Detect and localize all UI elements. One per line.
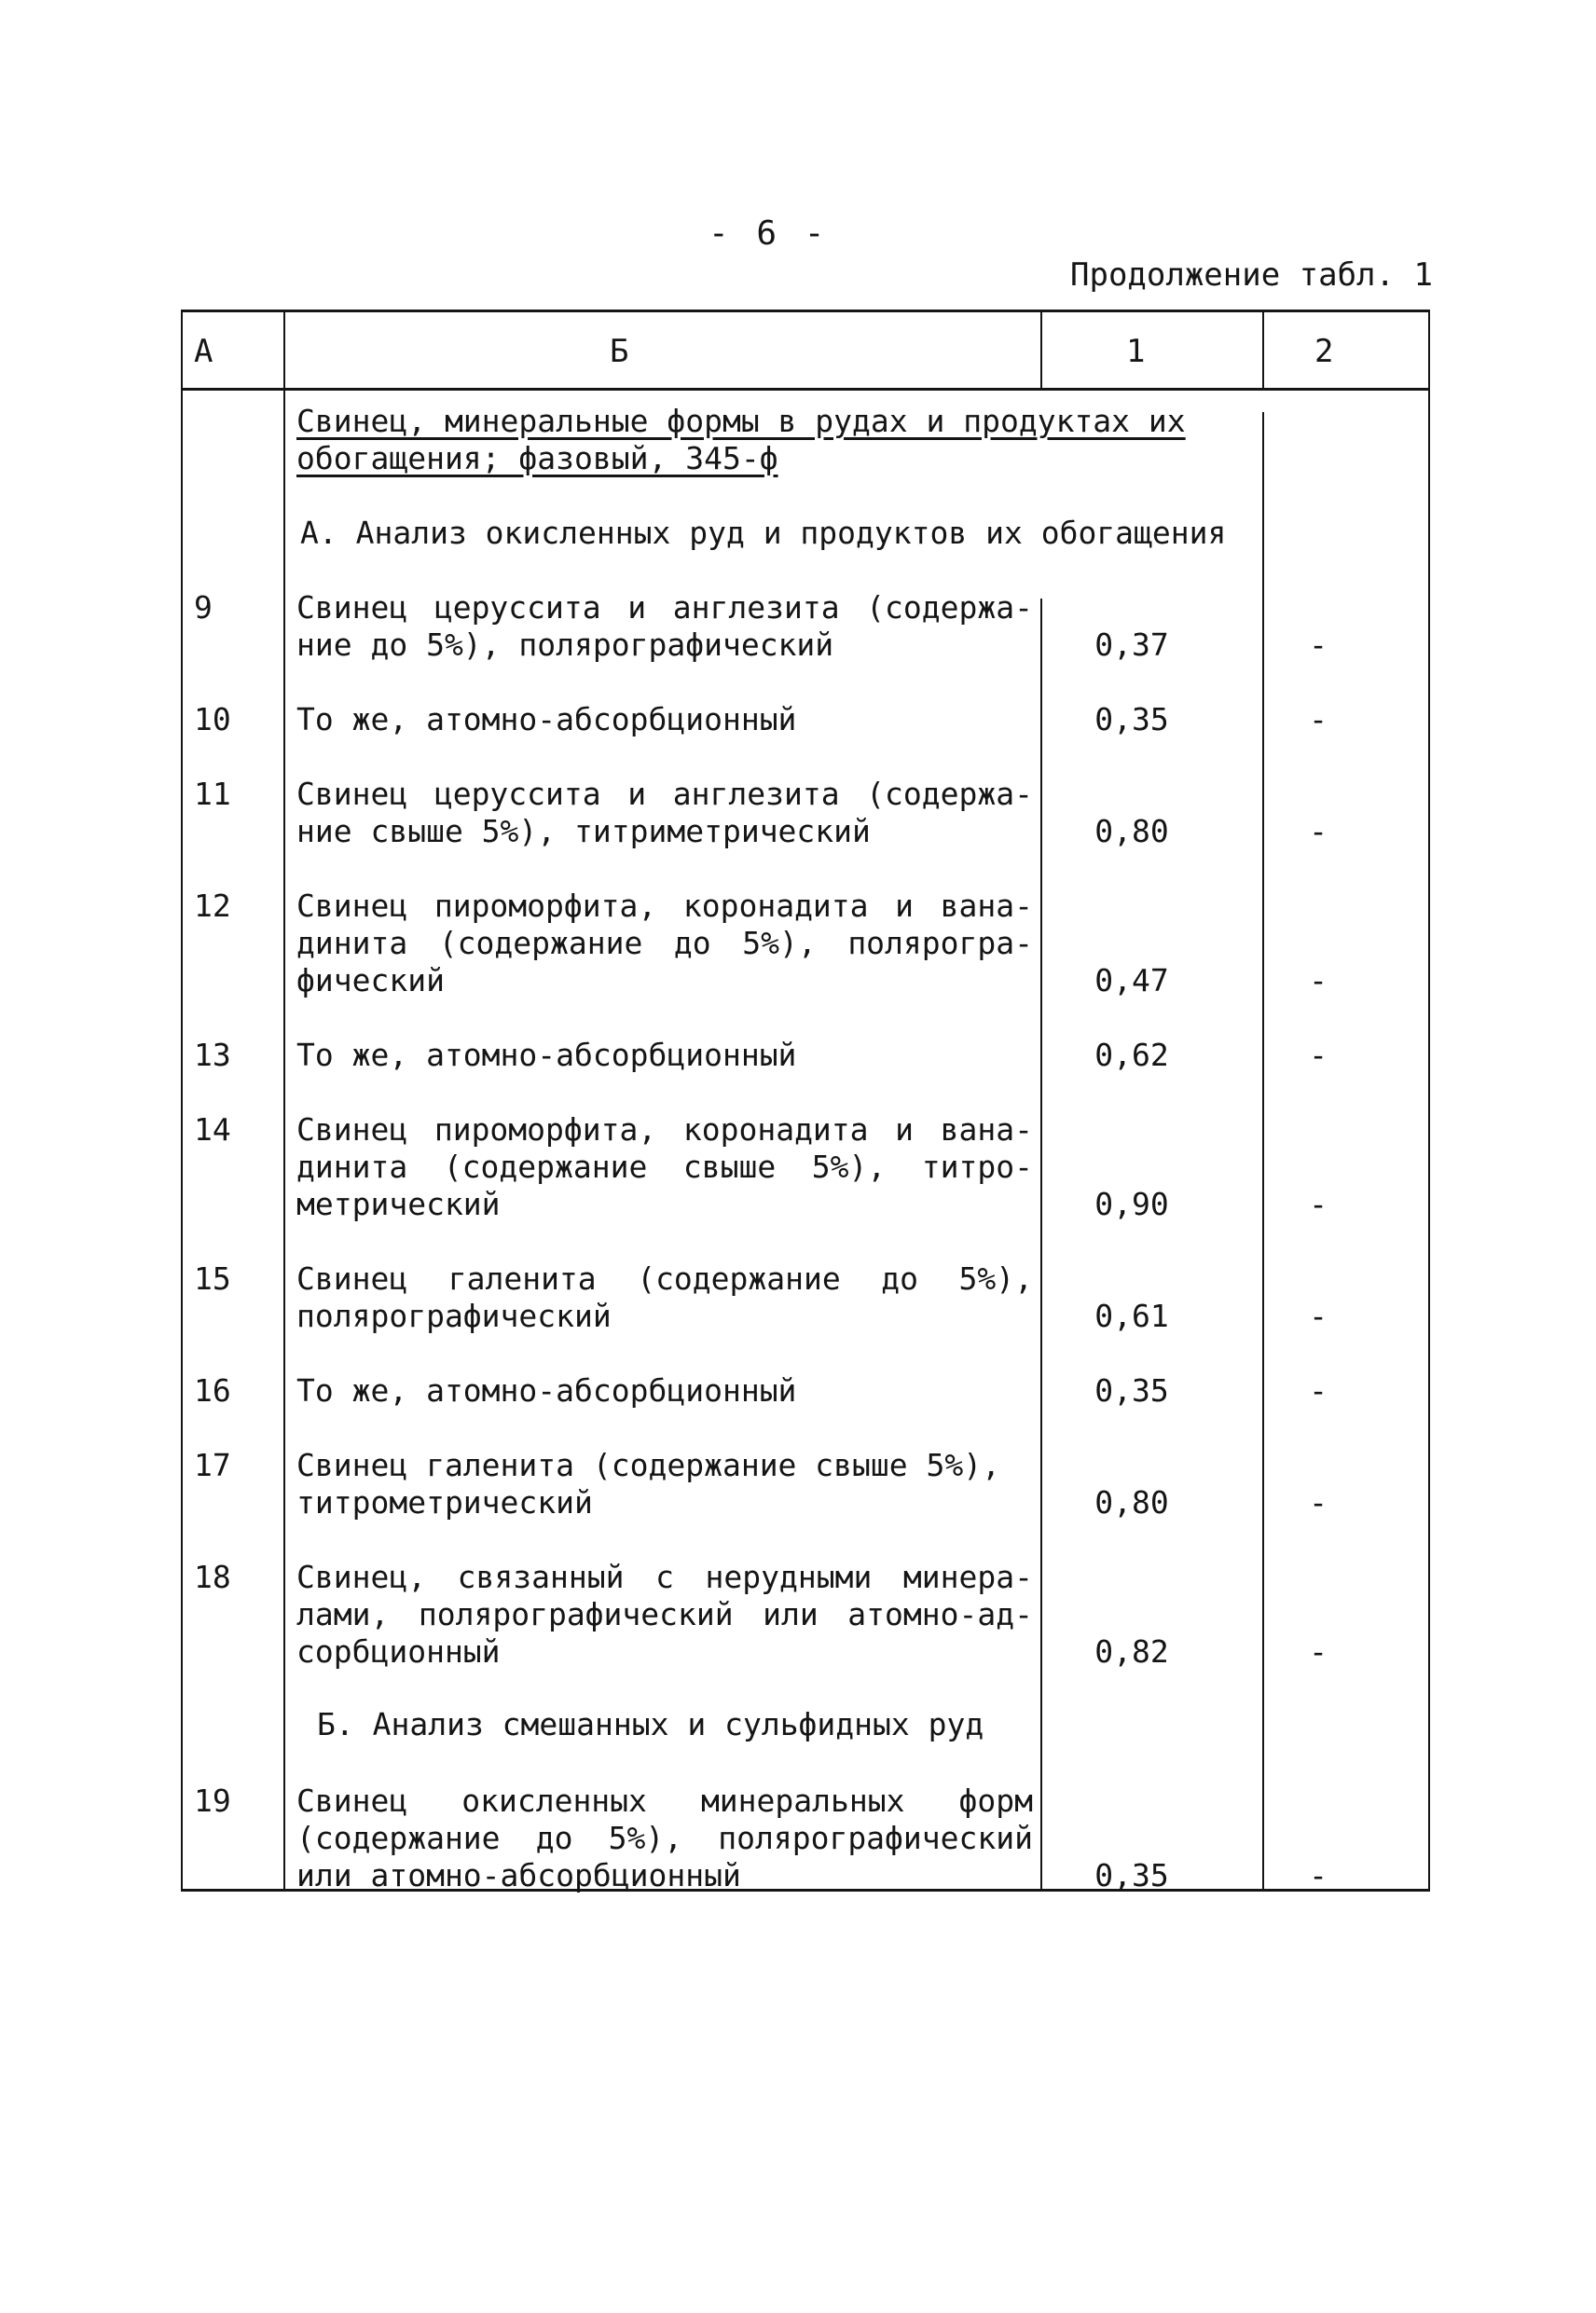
header-b: Б <box>610 333 629 370</box>
value-col-1: 0,80 <box>1094 1484 1169 1521</box>
description-line: или атомно-абсорбционный <box>296 1857 741 1893</box>
row-description <box>296 701 1033 738</box>
data-table <box>181 310 1430 1893</box>
title-line: Свинец, минеральные формы в рудах и продуктах их <box>296 403 1186 439</box>
header-a: А <box>194 333 213 370</box>
description-line: Свинец окисленных минеральных форм <box>296 1783 1033 1819</box>
description-line: Свинец пироморфита, коронадита и вана- <box>296 1111 1033 1148</box>
col-b-1-divider <box>1040 310 1042 390</box>
description-line: То же, атомно-абсорбционный <box>296 1037 797 1073</box>
description-line: Свинец галенита (содержание до 5%), <box>296 1260 1033 1297</box>
row-description <box>296 776 1033 850</box>
description-line: сорбционный <box>296 1633 501 1670</box>
description-line: (содержание до 5%), полярографический <box>296 1820 1033 1856</box>
description-line: титрометрический <box>296 1484 593 1521</box>
description-line: фический <box>296 962 445 998</box>
description-line: лами, полярографический или атомно-ад- <box>296 1596 1033 1632</box>
value-col-2: - <box>1309 1372 1328 1409</box>
value-col-2: - <box>1309 1633 1328 1670</box>
description-line: То же, атомно-абсорбционный <box>296 701 797 737</box>
header-1: 1 <box>1126 333 1146 370</box>
right-border <box>1428 310 1430 1892</box>
value-col-2: - <box>1309 813 1328 849</box>
description-line: То же, атомно-абсорбционный <box>296 1372 797 1409</box>
value-col-2: - <box>1309 1037 1328 1073</box>
row-number: 12 <box>194 888 231 924</box>
row-description <box>296 1559 1033 1671</box>
value-col-2: - <box>1309 1857 1328 1893</box>
description-line: ние свыше 5%), титриметрический <box>296 813 871 849</box>
description-line: ние до 5%), полярографический <box>296 626 834 663</box>
description-line: Свинец, связанный с нерудными минера- <box>296 1559 1033 1595</box>
row-number: 16 <box>194 1372 231 1409</box>
row-number: 18 <box>194 1559 231 1595</box>
value-col-1: 0,62 <box>1094 1037 1169 1073</box>
section-a-heading: А. Анализ окисленных руд и продуктов их обогащения <box>300 515 1227 551</box>
value-col-1: 0,47 <box>1094 962 1169 998</box>
value-col-2: - <box>1309 626 1328 663</box>
value-col-2: - <box>1309 1484 1328 1521</box>
row-number: 17 <box>194 1447 231 1483</box>
value-col-1: 0,80 <box>1094 813 1169 849</box>
col-1-2-divider-body <box>1262 412 1264 1892</box>
row-number: 9 <box>194 589 213 626</box>
value-col-2: - <box>1309 701 1328 737</box>
table-section-title <box>296 403 1186 477</box>
description-line: метрический <box>296 1186 501 1222</box>
description-line: динита (содержание до 5%), полярогра- <box>296 925 1033 961</box>
description-line: динита (содержание свыше 5%), титро- <box>296 1149 1033 1185</box>
row-number: 14 <box>194 1111 231 1148</box>
row-number: 15 <box>194 1260 231 1297</box>
row-description <box>296 1372 1033 1410</box>
row-description <box>296 1260 1033 1335</box>
title-line: обогащения; фазовый, 345-ф <box>296 440 778 476</box>
value-col-1: 0,35 <box>1094 1372 1169 1409</box>
value-col-1: 0,90 <box>1094 1186 1169 1222</box>
header-2: 2 <box>1314 333 1334 370</box>
row-number: 13 <box>194 1037 231 1073</box>
description-line: Свинец церуссита и англезита (содержа- <box>296 776 1033 812</box>
value-col-1: 0,35 <box>1094 1857 1169 1893</box>
row-description <box>296 589 1033 664</box>
value-col-1: 0,35 <box>1094 701 1169 737</box>
section-b-heading: Б. Анализ смешанных и сульфидных руд <box>317 1706 984 1742</box>
value-col-2: - <box>1309 1298 1328 1334</box>
table-continuation-label: Продолжение табл. 1 <box>1070 256 1433 294</box>
header-bottom-border <box>181 388 1430 391</box>
row-description <box>296 888 1033 999</box>
description-line: Свинец пироморфита, коронадита и вана- <box>296 888 1033 924</box>
value-col-2: - <box>1309 962 1328 998</box>
value-col-2: - <box>1309 1186 1328 1222</box>
description-line: Свинец церуссита и англезита (содержа- <box>296 589 1033 626</box>
col-a-b-divider <box>283 310 285 1892</box>
row-description <box>296 1037 1033 1074</box>
row-description <box>296 1447 1033 1521</box>
col-b-1-divider-body <box>1040 599 1042 1892</box>
row-description <box>296 1111 1033 1223</box>
left-border <box>181 310 183 1892</box>
row-number: 11 <box>194 776 231 812</box>
page-number: - 6 - <box>709 214 829 253</box>
row-number: 10 <box>194 701 231 737</box>
col-1-2-divider <box>1262 310 1264 390</box>
value-col-1: 0,61 <box>1094 1298 1169 1334</box>
row-description <box>296 1783 1033 1894</box>
value-col-1: 0,37 <box>1094 626 1169 663</box>
value-col-1: 0,82 <box>1094 1633 1169 1670</box>
description-line: полярографический <box>296 1298 612 1334</box>
description-line: Свинец галенита (содержание свыше 5%), <box>296 1447 1000 1483</box>
table-top-border <box>181 310 1430 312</box>
row-number: 19 <box>194 1783 231 1819</box>
